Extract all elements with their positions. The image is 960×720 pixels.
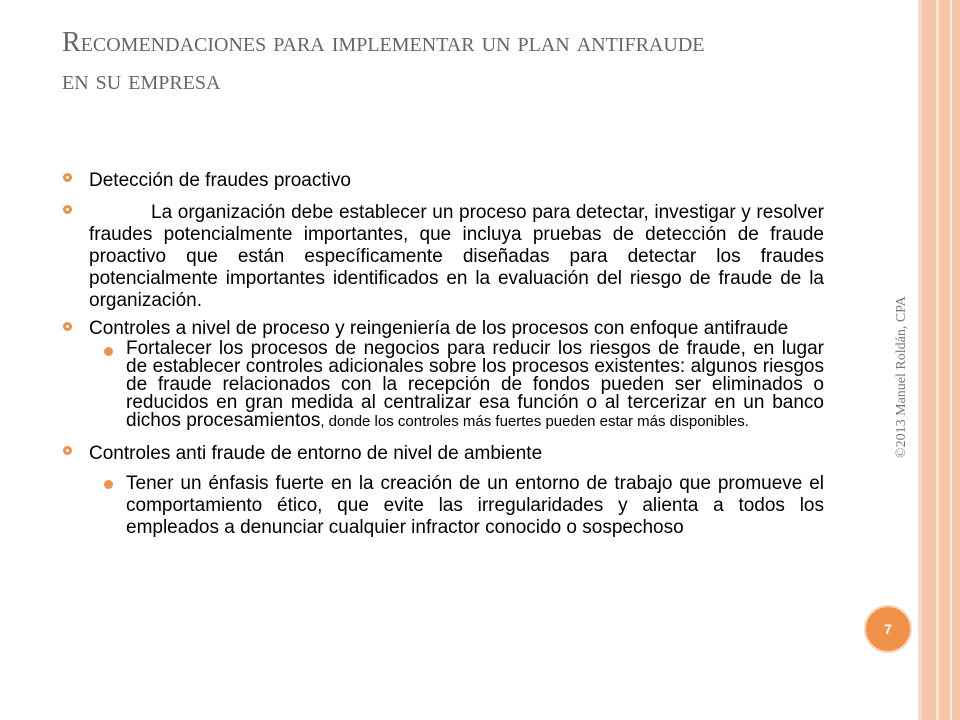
sub-bullet-text-small: , donde los controles más fuertes pueden estar más disponibles. <box>320 413 749 430</box>
bullet-text: Controles a nivel de proceso y reingeniería de los procesos con enfoque antifraude <box>89 318 789 339</box>
bullet-text: Detección de fraudes proactivo <box>89 170 351 191</box>
bullet-item <box>62 202 824 312</box>
slide-title <box>62 24 882 100</box>
slide-content <box>62 170 824 539</box>
decor-stripe <box>950 0 952 720</box>
slide-title-line-2: en su empresa <box>62 65 221 96</box>
decor-stripe <box>922 0 936 720</box>
bullet-item <box>62 443 824 465</box>
sub-bullet-item <box>62 473 824 539</box>
sub-bullet-text: Tener un énfasis fuerte en la creación de un entorno de trabajo que promueve el comportamiento ético, que evite las irregularidades y alienta a todos los empleados a denunciar cualquier infractor conocido o sospechoso <box>126 473 824 538</box>
dot-bullet-icon <box>104 347 113 356</box>
copyright-footer: ©2013 Manuel Roldán, CPA <box>894 296 909 458</box>
bullet-item <box>62 320 824 338</box>
ring-bullet-icon <box>63 173 72 182</box>
ring-bullet-icon <box>63 446 72 455</box>
page-number-badge: 7 <box>864 605 912 653</box>
dot-bullet-icon <box>104 480 113 489</box>
bullet-text: La organización debe establecer un proceso para detectar, investigar y resolver fraudes potencialmente importantes, que incluya pruebas de detección de fraude proactivo que están específicamente diseñadas para detectar los fraudes potencialmente importantes identificados en la evaluación del riesgo de fraude de la organización. <box>89 202 824 311</box>
sub-bullet-item <box>62 340 824 431</box>
sub-bullet-text: Fortalecer los procesos de negocios para reducir los riesgos de fraude, en lugar de establecer controles adicionales sobre los procesos existentes: algunos riesgos de fraude relacionados con la recepción de fondos pueden ser eliminados o reducidos en gran medida al centralizar esa función o al tercerizar en un banco dichos procesamientos <box>126 338 824 431</box>
bullet-text: Controles anti fraude de entorno de nivel de ambiente <box>89 443 543 464</box>
ring-bullet-icon <box>63 205 72 214</box>
ring-bullet-icon <box>63 322 72 331</box>
slide-title-line-1: Recomendaciones para implementar un plan antifraude <box>62 27 705 58</box>
bullet-item <box>62 170 824 192</box>
